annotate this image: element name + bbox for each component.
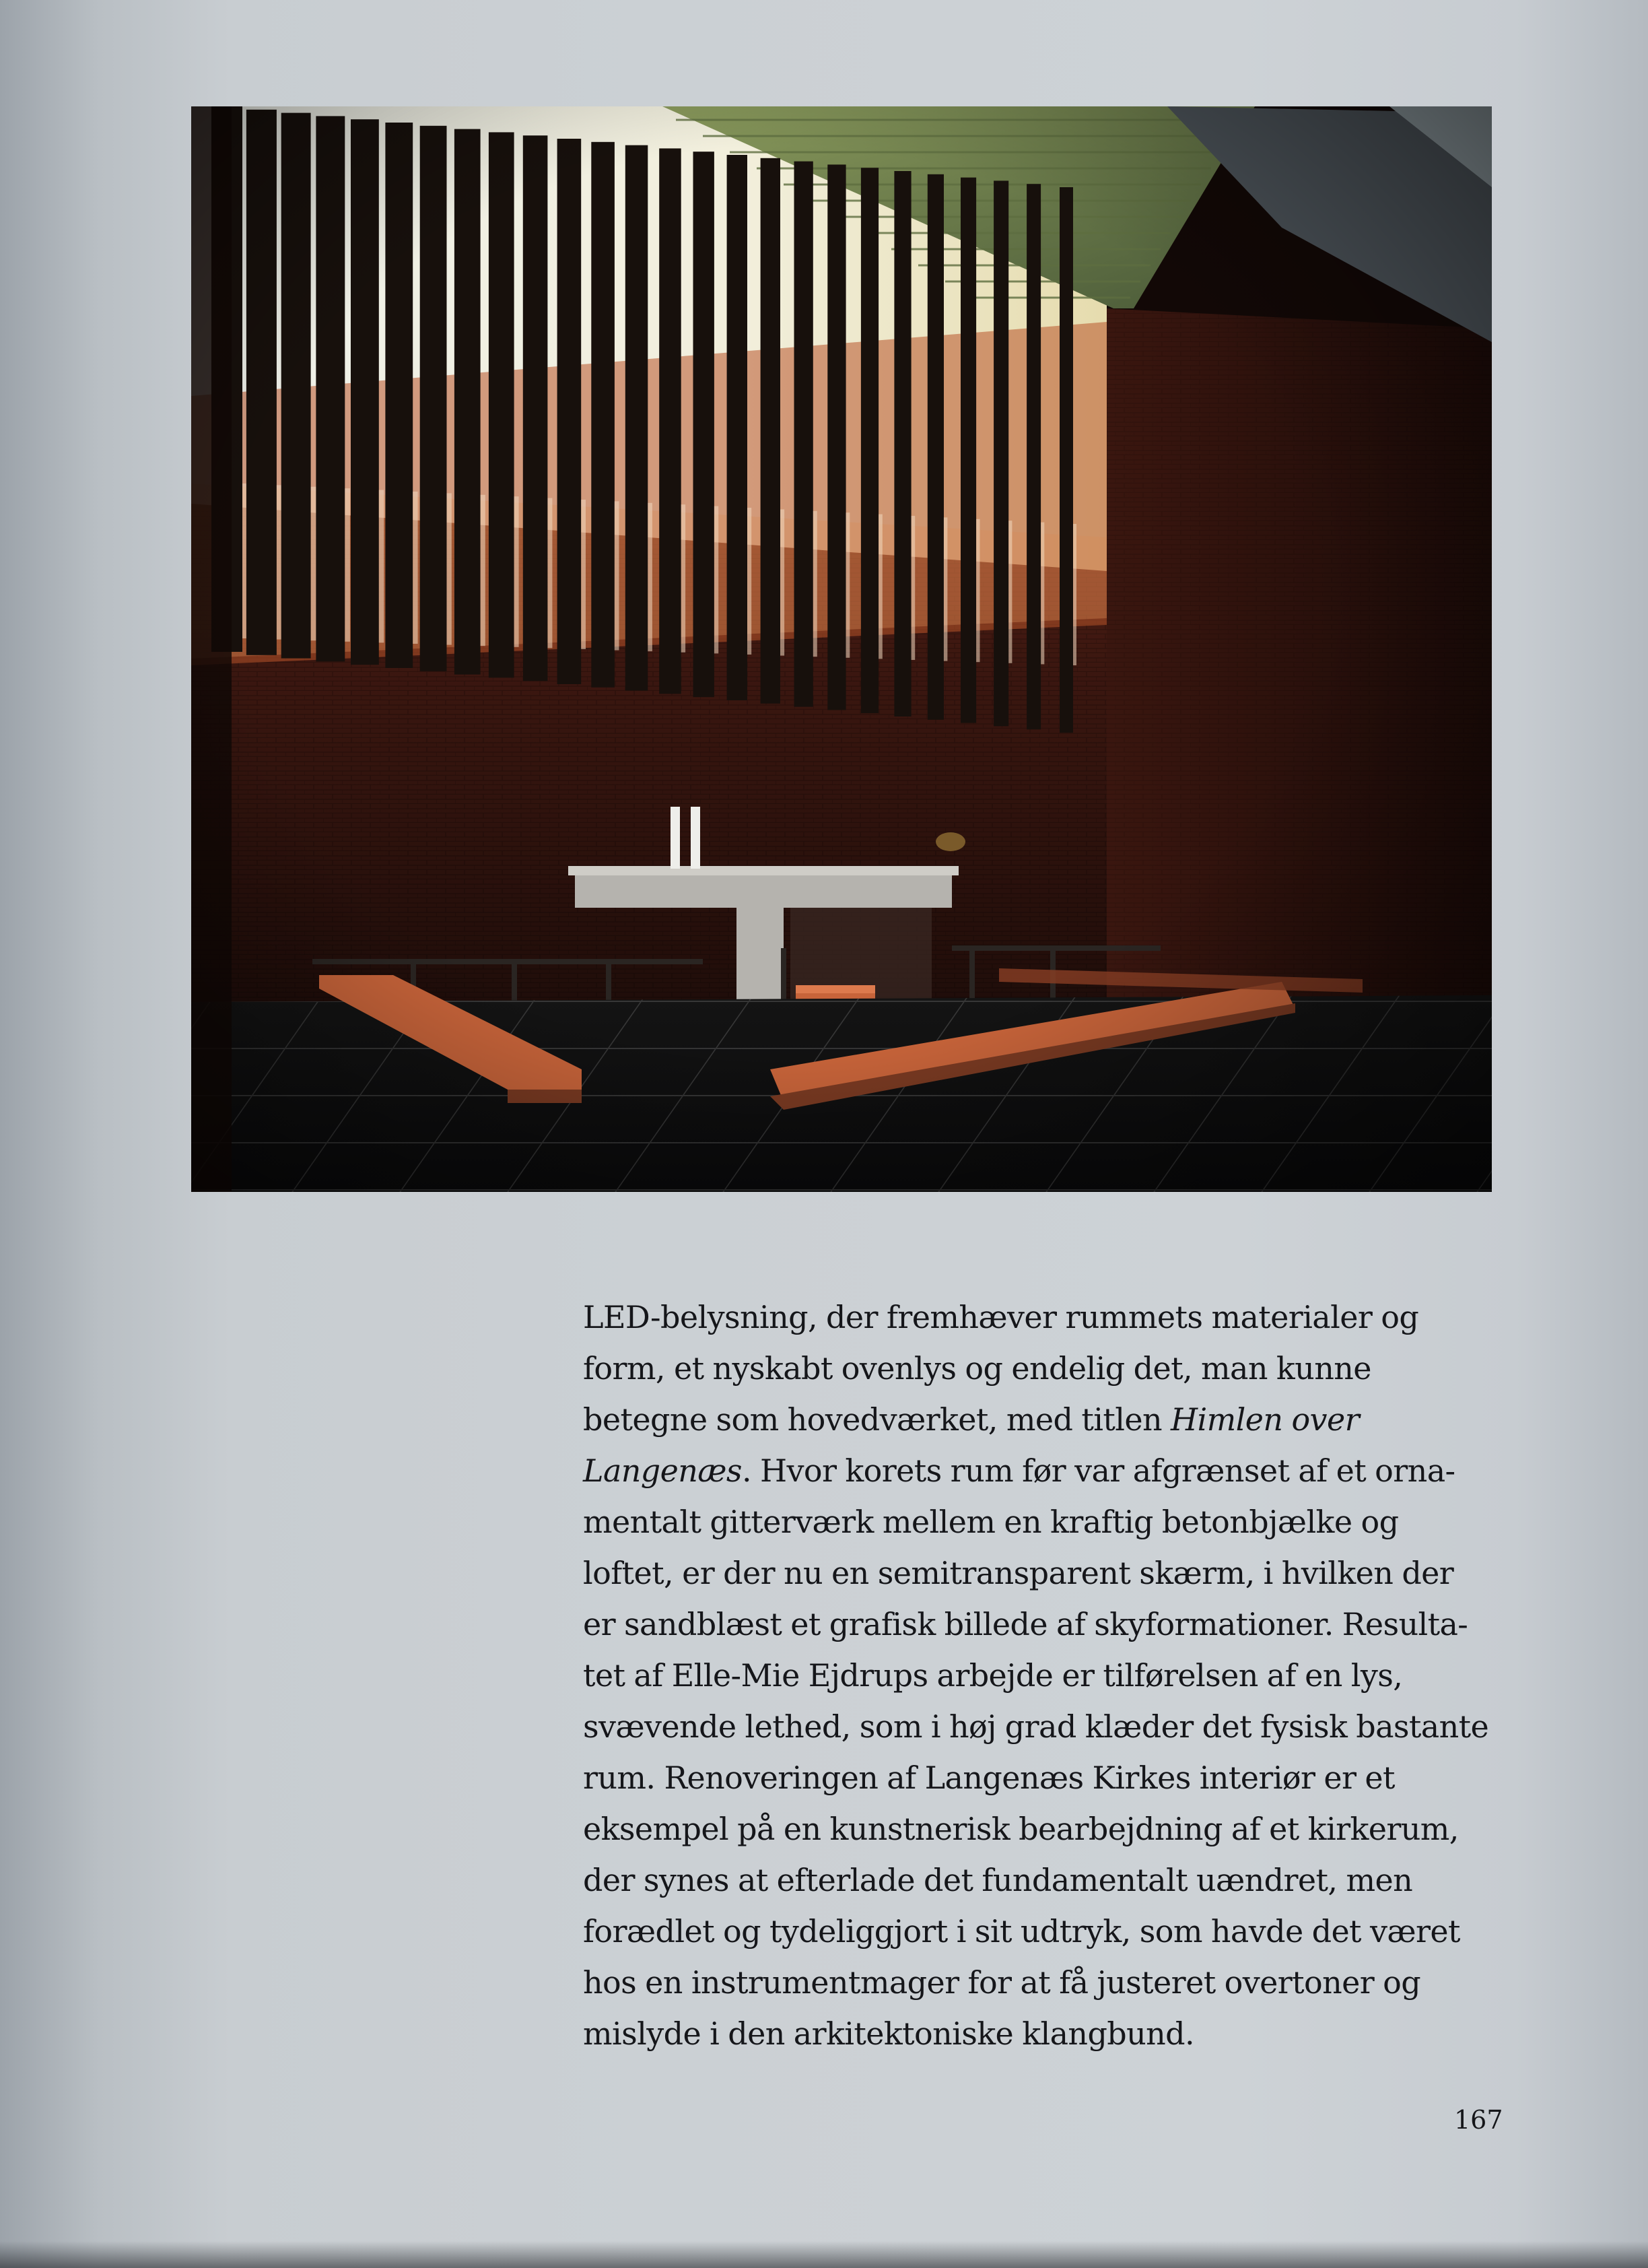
text-segment: betegne som hovedværket, med titlen [583,1401,1171,1438]
text-line: tet af Elle-Mie Ejdrups arbejde er tilførelsen af en lys, [583,1657,1403,1694]
text-line: hos en instrumentmager for at få justeret overtoner og [583,1964,1421,2001]
text-line: forædlet og tydeliggjort i sit udtryk, som havde det været [583,1913,1460,1949]
text-line: mislyde i den arkitektoniske klangbund. [583,2015,1195,2052]
text-segment: . Hvor korets rum før var afgrænset af et orna- [741,1453,1455,1489]
church-interior-photo [191,106,1492,1192]
text-line: LED-belysning, der fremhæver rummets materialer og [583,1299,1419,1335]
text-line: rum. Renoveringen af Langenæs Kirkes interiør er et [583,1760,1395,1796]
page-number: 167 [1454,2105,1503,2135]
text-line: form, et nyskabt ovenlys og endelig det, man kunne [583,1350,1371,1387]
body-paragraph [583,1292,1499,2059]
artwork-title: Himlen over [1171,1401,1359,1438]
text-line: loftet, er der nu en semitransparent skærm, i hvilken der [583,1555,1454,1591]
text-line: mentalt gitterværk mellem en kraftig betonbjælke og [583,1504,1399,1540]
photo-illustration [191,106,1492,1192]
text-line [583,1445,1499,1496]
text-line [583,1394,1499,1445]
text-line: der synes at efterlade det fundamentalt uændret, men [583,1862,1413,1898]
artwork-title-cont: Langenæs [583,1453,742,1489]
text-line: svævende lethed, som i høj grad klæder det fysisk bastante [583,1708,1489,1745]
text-line: er sandblæst et grafisk billede af skyformationer. Resulta- [583,1606,1468,1642]
text-line: eksempel på en kunstnerisk bearbejdning af et kirkerum, [583,1811,1459,1847]
